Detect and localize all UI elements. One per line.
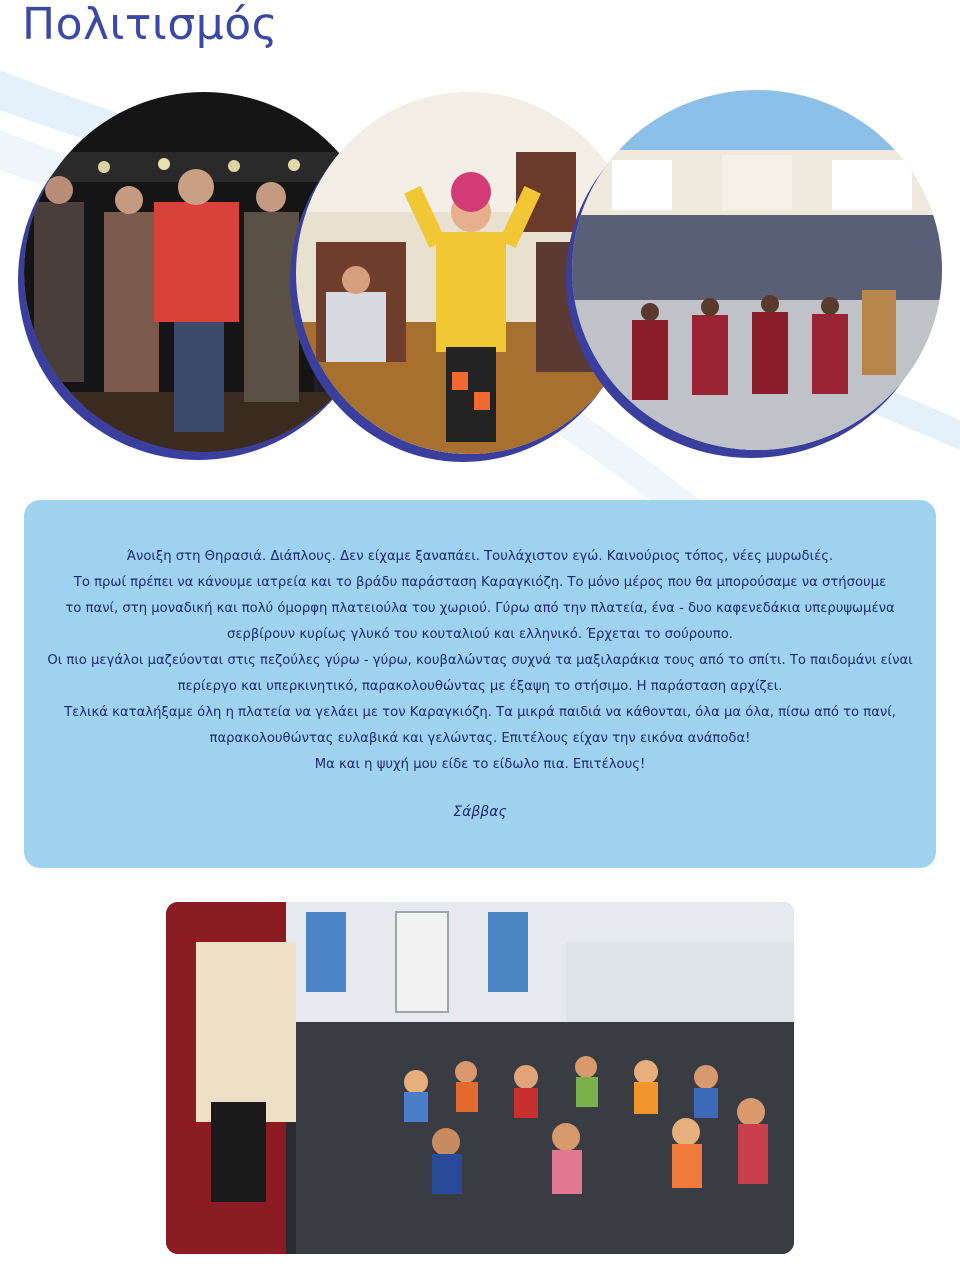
- article-line: Άνοιξη στη Θηρασιά. Διάπλους. Δεν είχαμε ξαναπάει. Τουλάχιστον εγώ. Καινούριος τόπος, νέες μυρωδιές.: [126, 549, 834, 564]
- author-signature: Σάββας: [453, 804, 507, 820]
- article-line: σερβίρουν κυρίως γλυκό του κουταλιού και ελληνικό. Έρχεται το σούρουπο.: [227, 627, 733, 642]
- page-title: Πολιτισμός: [22, 0, 278, 50]
- article-line: Το πρωί πρέπει να κάνουμε ιατρεία και το βράδυ παράσταση Καραγκιόζη. Το μόνο μέρος που θα μπορούσαμε να στήσουμε: [73, 575, 887, 590]
- article-line: περίεργο και υπερκινητικό, παρακολουθώντας με έξαψη το στήσιμο. Η παράσταση αρχίζει.: [177, 679, 783, 694]
- article-line: Οι πιο μεγάλοι μαζεύονται στις πεζούλες γύρω - γύρω, κουβαλώντας συχνά τα μαξιλαράκια τους από το σπίτι. Το παιδομάνι είναι: [47, 653, 913, 668]
- article-line: το πανί, στη μοναδική και πολύ όμορφη πλατειούλα του χωριού. Γύρω από την πλατεία, ένα - δυο καφενεδάκια υπερυψωμένα: [65, 601, 895, 616]
- article-panel: [24, 500, 936, 868]
- article-line: Τελικά καταλήξαμε όλη η πλατεία να γελάει με τον Καραγκιόζη. Τα μικρά παιδιά να κάθονται, όλα μα όλα, πίσω από το πανί,: [64, 705, 896, 720]
- photo-shadow-theatre: [166, 902, 794, 1254]
- article-line: παρακολουθώντας ευλαβικά και γελώντας. Επιτέλους είχαν την εικόνα ανάποδα!: [209, 731, 751, 746]
- article-line: Μα και η ψυχή μου είδε το είδωλο πια. Επιτέλους!: [314, 757, 646, 772]
- article-text: [24, 544, 936, 778]
- photo-folk-dance: [572, 90, 942, 450]
